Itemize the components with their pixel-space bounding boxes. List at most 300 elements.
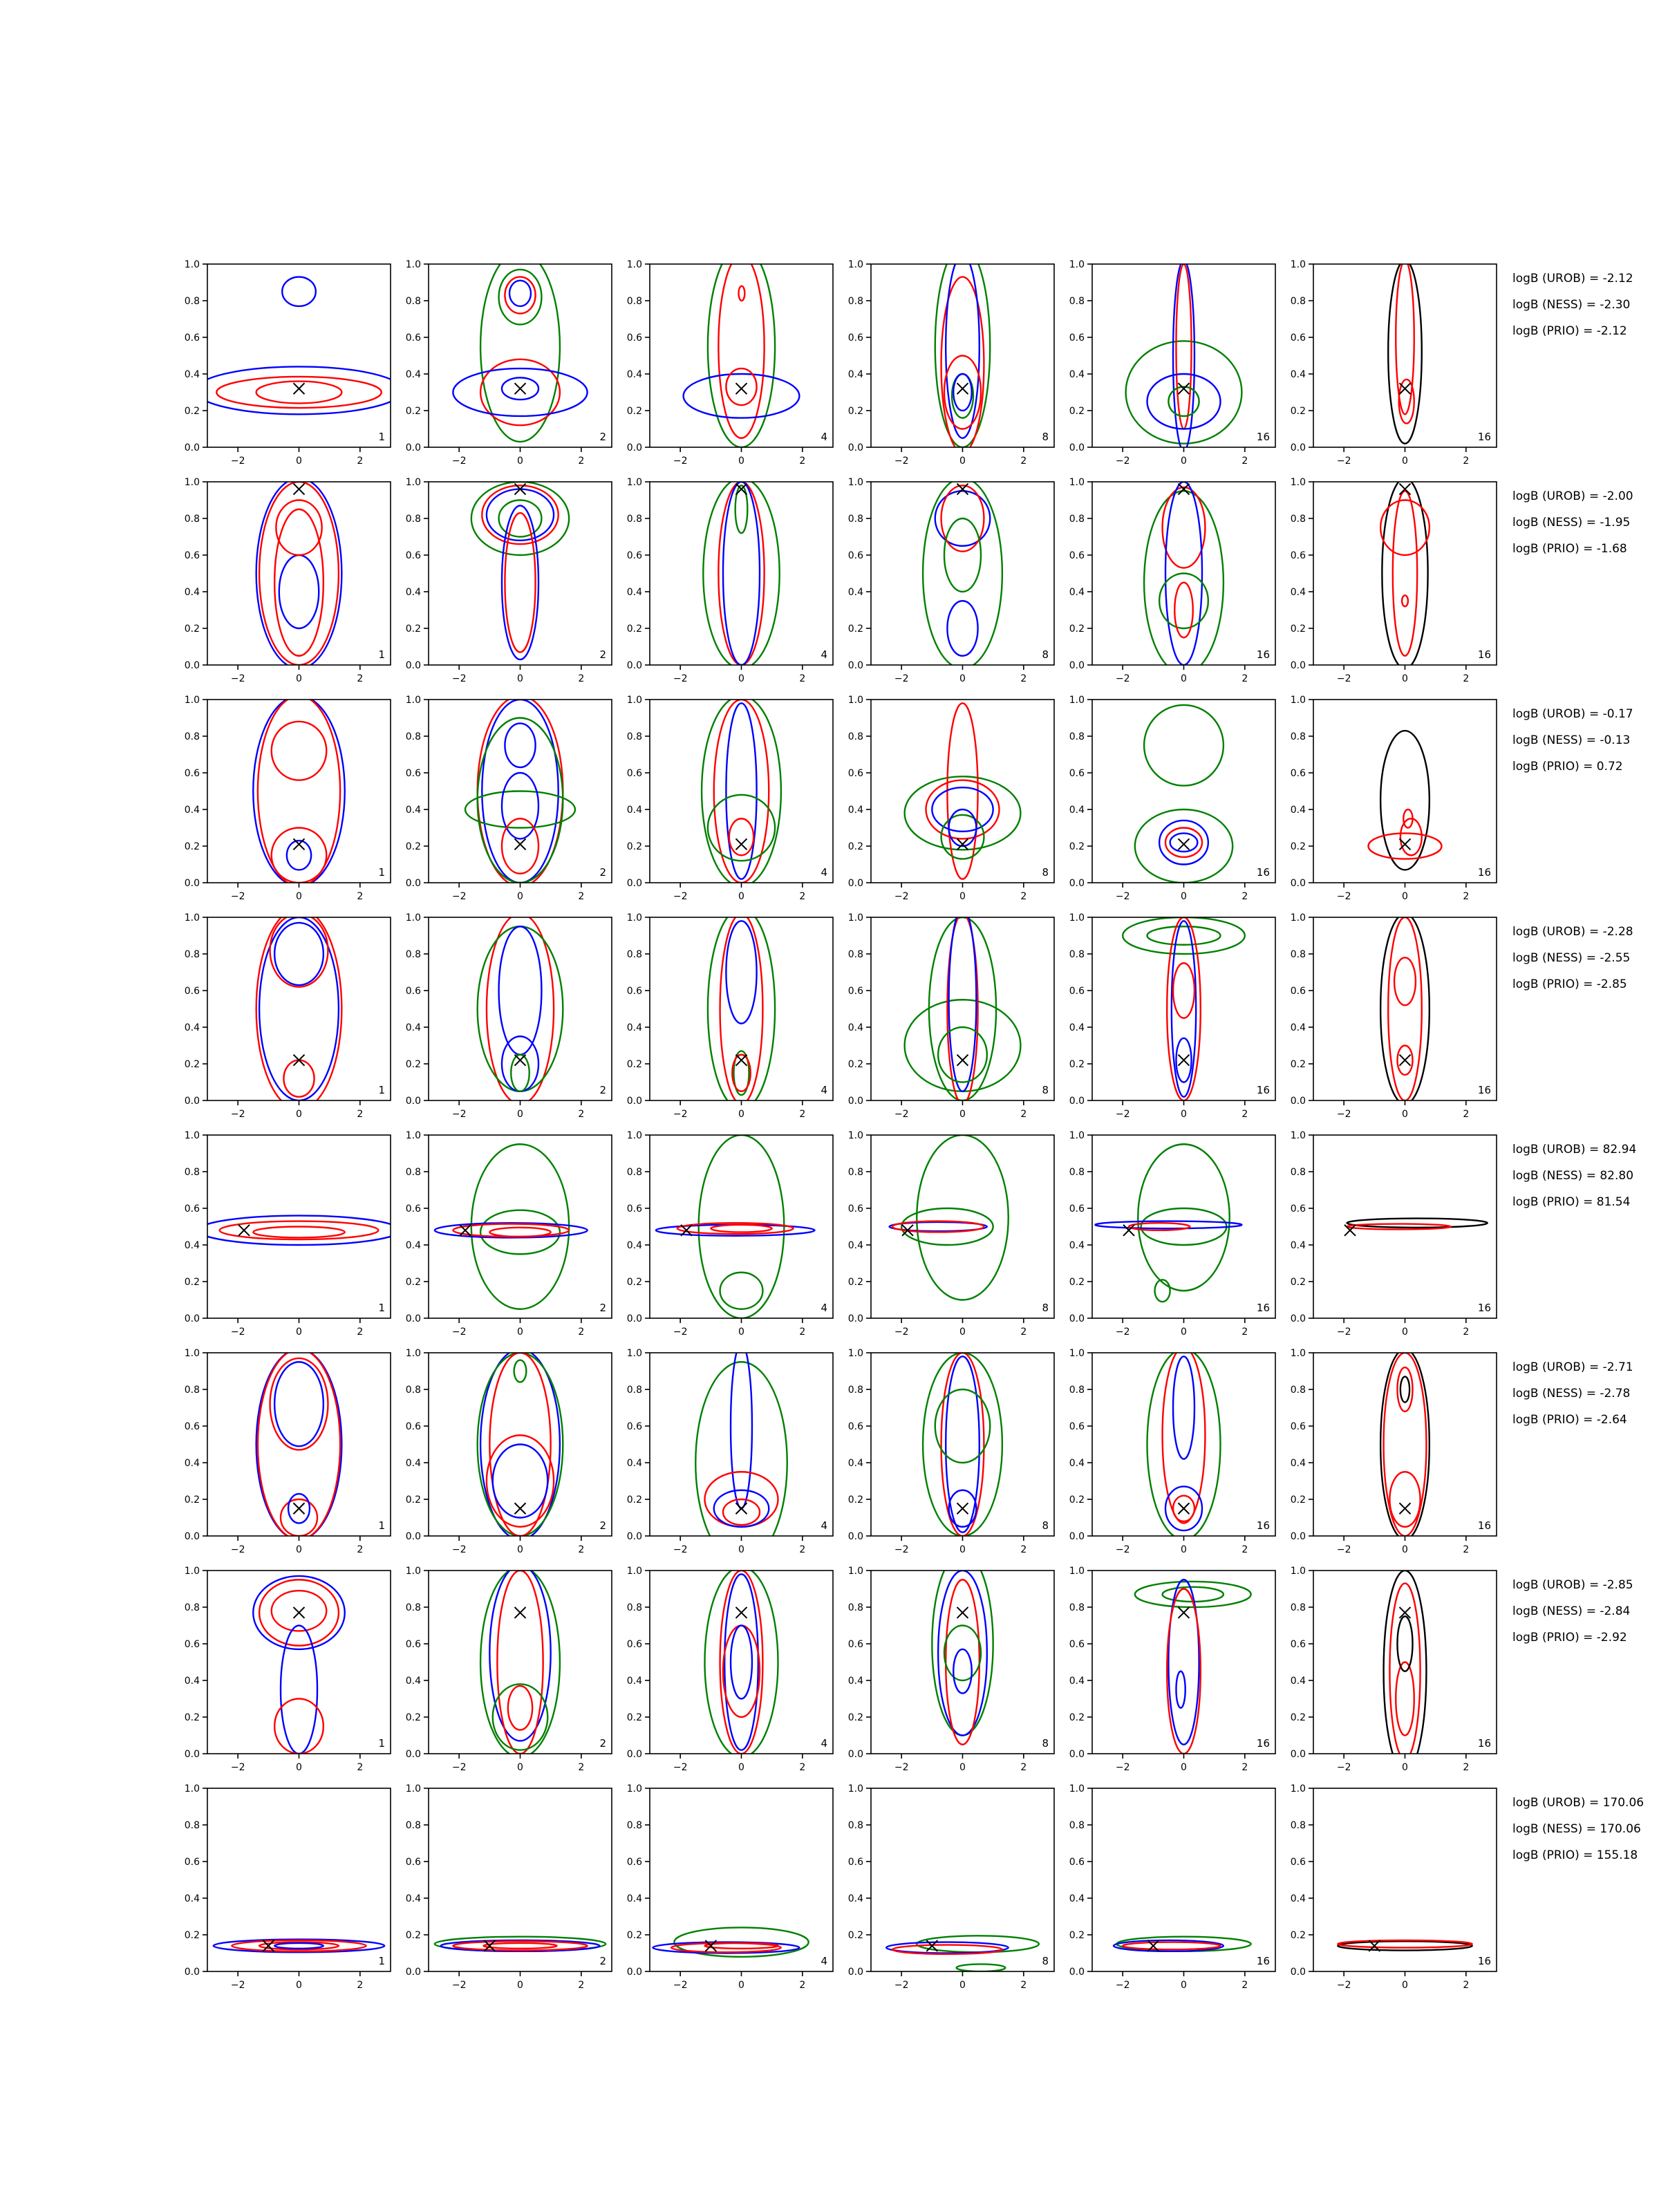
contour-group (480, 1565, 560, 1757)
x-tick-label: 2 (799, 1762, 806, 1773)
panel-r1-c5 (1069, 259, 1275, 467)
x-tick-label: −2 (1336, 1762, 1351, 1773)
x-tick-label: −2 (894, 1980, 909, 1991)
y-tick-label: 0.0 (626, 1096, 642, 1107)
y-tick-label: 1.0 (1069, 1130, 1085, 1141)
x-tick-label: 2 (1463, 673, 1470, 684)
x-tick-label: −2 (894, 891, 909, 902)
contour-group (1126, 261, 1242, 451)
contour-red (946, 1580, 980, 1745)
y-tick-label: 0.2 (1290, 1277, 1306, 1288)
y-tick-label: 1.0 (405, 912, 421, 924)
panel-r7-c2 (406, 1565, 612, 1773)
y-tick-label: 0.2 (184, 1494, 200, 1506)
panel-r5-c6 (1291, 1130, 1497, 1338)
contour-group (471, 482, 569, 659)
y-tick-label: 1.0 (847, 1566, 863, 1577)
y-tick-label: 0.8 (184, 1602, 200, 1613)
logb-label: logB (PRIO) = 0.72 (1512, 760, 1623, 774)
contour-red (729, 818, 753, 855)
contour-group (890, 1135, 1009, 1300)
y-tick-label: 1.0 (405, 477, 421, 488)
panel-label: 4 (821, 1519, 827, 1532)
y-tick-label: 0.8 (847, 1602, 863, 1613)
contour-group (214, 1940, 384, 1953)
logb-label: logB (UROB) = -2.00 (1512, 489, 1633, 503)
axis-frame (207, 917, 391, 1100)
x-tick-label: 0 (1402, 891, 1408, 902)
y-tick-label: 1.0 (405, 1783, 421, 1794)
contour-blue (198, 1216, 400, 1245)
panel-r2-c1 (185, 477, 391, 684)
contour-green (923, 478, 1002, 669)
y-tick-label: 0.0 (847, 660, 863, 671)
y-tick-label: 1.0 (847, 1130, 863, 1141)
contour-red (1396, 1662, 1414, 1736)
x-tick-label: −2 (230, 673, 245, 684)
x-tick-label: 2 (578, 673, 585, 684)
contour-blue (946, 1356, 980, 1532)
contour-red (718, 255, 764, 438)
y-tick-label: 1.0 (626, 912, 642, 924)
panel-label: 1 (378, 1302, 385, 1314)
y-tick-label: 0.6 (626, 768, 642, 779)
logb-label: logB (NESS) = -2.30 (1512, 298, 1631, 312)
panel-label: 4 (821, 1955, 827, 1967)
y-tick-label: 0.8 (1290, 731, 1306, 742)
y-tick-label: 0.0 (1069, 1749, 1085, 1760)
x-tick-label: −2 (230, 1544, 245, 1555)
y-tick-label: 0.8 (626, 514, 642, 525)
y-tick-label: 0.8 (405, 296, 421, 307)
y-tick-label: 0.4 (1290, 1676, 1306, 1687)
contour-green (465, 791, 575, 828)
contour-group (935, 246, 991, 453)
x-tick-label: 0 (738, 1327, 744, 1338)
y-tick-label: 0.4 (405, 1022, 421, 1033)
contour-blue (499, 926, 542, 1055)
y-tick-label: 1.0 (1290, 912, 1306, 924)
contour-group (1114, 1937, 1251, 1951)
x-tick-label: 0 (959, 1762, 966, 1773)
panel-label: 2 (599, 1737, 606, 1750)
x-tick-label: 0 (959, 1109, 966, 1120)
axis-frame (871, 1135, 1054, 1318)
logb-label: logB (PRIO) = -2.12 (1512, 324, 1627, 338)
panel-r7-c1 (185, 1566, 391, 1773)
x-tick-label: −2 (673, 1762, 688, 1773)
x-tick-label: −2 (451, 673, 467, 684)
y-tick-label: 1.0 (1290, 477, 1306, 488)
panel-label: 1 (378, 1519, 385, 1532)
y-tick-label: 0.6 (1290, 332, 1306, 344)
contour-blue (253, 696, 345, 887)
contour-red (253, 1227, 345, 1238)
y-tick-label: 0.0 (1290, 1096, 1306, 1107)
x-tick-label: 2 (578, 1762, 585, 1773)
y-tick-label: 0.4 (405, 1893, 421, 1904)
contour-group (256, 478, 342, 669)
panel-r2-c5 (1069, 477, 1275, 684)
x-tick-label: 2 (799, 673, 806, 684)
contour-red (283, 1060, 314, 1097)
panel-label: 8 (1042, 1302, 1049, 1314)
panel-label: 2 (599, 866, 606, 879)
y-tick-label: 0.0 (405, 1531, 421, 1542)
panel-label: 16 (1256, 866, 1270, 879)
y-tick-label: 1.0 (405, 695, 421, 706)
y-tick-label: 0.0 (626, 660, 642, 671)
panel-r5-c4 (848, 1130, 1054, 1338)
y-tick-label: 0.6 (184, 550, 200, 561)
contour-red (1396, 261, 1414, 415)
x-tick-label: 2 (799, 1980, 806, 1991)
y-tick-label: 0.4 (1069, 805, 1085, 816)
contour-group (905, 703, 1021, 879)
panel-label: 1 (378, 431, 385, 443)
x-tick-label: −2 (1336, 673, 1351, 684)
axis-frame (429, 917, 612, 1100)
y-tick-label: 0.8 (1069, 949, 1085, 960)
contour-blue (279, 555, 319, 628)
panel-r5-c1 (185, 1130, 400, 1338)
y-tick-label: 0.8 (405, 731, 421, 742)
panel-r7-c3 (627, 1566, 833, 1773)
y-tick-label: 0.6 (405, 1639, 421, 1650)
contour-red (1165, 828, 1202, 857)
panel-label: 1 (378, 1084, 385, 1096)
y-tick-label: 1.0 (626, 1566, 642, 1577)
y-tick-label: 0.6 (847, 986, 863, 997)
contour-group (253, 1576, 345, 1754)
contour-black (1380, 1349, 1430, 1540)
y-tick-label: 0.0 (1069, 878, 1085, 889)
x-tick-label: 0 (517, 673, 523, 684)
panel-r4-c6 (1291, 912, 1497, 1120)
y-tick-label: 0.6 (405, 550, 421, 561)
y-tick-label: 0.2 (1290, 1494, 1306, 1506)
panel-r8-c2 (406, 1783, 612, 1991)
panel-label: 4 (821, 866, 827, 879)
y-tick-label: 0.0 (184, 1749, 200, 1760)
x-tick-label: 0 (959, 891, 966, 902)
y-tick-label: 0.4 (405, 369, 421, 380)
y-tick-label: 0.8 (184, 731, 200, 742)
y-tick-label: 1.0 (405, 1348, 421, 1359)
panel-label: 4 (821, 1302, 827, 1314)
y-tick-label: 0.6 (1069, 1857, 1085, 1868)
x-tick-label: −2 (1336, 456, 1351, 467)
y-tick-label: 0.4 (1069, 1893, 1085, 1904)
y-tick-label: 0.2 (1290, 1930, 1306, 1941)
y-tick-label: 0.2 (626, 1930, 642, 1941)
x-tick-label: −2 (230, 1762, 245, 1773)
contour-red (489, 1228, 550, 1237)
y-tick-label: 0.6 (847, 1203, 863, 1215)
panel-label: 2 (599, 1302, 606, 1314)
logb-label: logB (UROB) = -2.12 (1512, 272, 1633, 285)
y-tick-label: 0.4 (626, 1022, 642, 1033)
y-tick-label: 0.8 (184, 514, 200, 525)
y-tick-label: 0.8 (1290, 1602, 1306, 1613)
y-tick-label: 0.2 (847, 1059, 863, 1070)
y-tick-label: 0.0 (1290, 442, 1306, 453)
axis-frame (1313, 917, 1497, 1100)
logb-label: logB (PRIO) = -2.64 (1512, 1413, 1627, 1427)
y-tick-label: 1.0 (405, 1130, 421, 1141)
y-tick-label: 1.0 (1290, 259, 1306, 270)
y-tick-label: 0.4 (847, 1676, 863, 1687)
contour-red (1389, 1472, 1420, 1527)
x-tick-label: −2 (451, 1327, 467, 1338)
contour-group (695, 1344, 787, 1564)
logb-label: logB (PRIO) = -1.68 (1512, 542, 1627, 556)
panel-r6-c3 (627, 1344, 833, 1564)
panel-r2-c3 (627, 477, 833, 684)
contour-blue (502, 505, 538, 659)
x-tick-label: 0 (1181, 1327, 1187, 1338)
y-tick-label: 0.0 (626, 1749, 642, 1760)
y-tick-label: 0.4 (184, 369, 200, 380)
x-tick-label: −2 (1115, 891, 1130, 902)
y-tick-label: 1.0 (847, 912, 863, 924)
y-tick-label: 0.6 (1069, 1203, 1085, 1215)
x-tick-label: −2 (1115, 673, 1130, 684)
y-tick-label: 0.0 (1069, 1531, 1085, 1542)
x-tick-label: −2 (894, 1544, 909, 1555)
contour-red (720, 1571, 763, 1754)
x-tick-label: 2 (1020, 1980, 1027, 1991)
x-tick-label: 0 (738, 456, 744, 467)
y-tick-label: 0.0 (626, 878, 642, 889)
contour-group (1095, 1144, 1241, 1302)
y-tick-label: 1.0 (626, 1130, 642, 1141)
x-tick-label: 2 (799, 1544, 806, 1555)
y-tick-label: 0.6 (184, 332, 200, 344)
contour-red (1176, 264, 1191, 429)
contour-red (1380, 500, 1430, 556)
panel-label: 2 (599, 1955, 606, 1967)
y-tick-label: 0.8 (1069, 296, 1085, 307)
x-tick-label: 2 (357, 1544, 364, 1555)
x-tick-label: 0 (1181, 1980, 1187, 1991)
contour-blue (724, 1574, 758, 1750)
x-tick-label: −2 (1115, 1109, 1130, 1120)
y-tick-label: 0.4 (626, 1893, 642, 1904)
y-tick-label: 0.0 (1290, 1313, 1306, 1324)
y-tick-label: 1.0 (184, 912, 200, 924)
x-tick-label: 2 (1463, 1544, 1470, 1555)
y-tick-label: 1.0 (1069, 695, 1085, 706)
x-tick-label: 0 (296, 891, 302, 902)
y-tick-label: 0.0 (1069, 660, 1085, 671)
contour-red (1394, 957, 1416, 1005)
y-tick-label: 0.8 (847, 296, 863, 307)
panel-r2-c2 (406, 477, 612, 684)
contour-black (1388, 261, 1422, 444)
y-tick-label: 0.2 (626, 406, 642, 417)
y-tick-label: 0.0 (847, 878, 863, 889)
contour-blue (274, 923, 324, 985)
y-tick-label: 0.2 (405, 406, 421, 417)
panel-r8-c6 (1291, 1783, 1497, 1991)
y-tick-label: 0.2 (1069, 1712, 1085, 1723)
x-tick-label: 0 (296, 1327, 302, 1338)
contour-blue (274, 1362, 324, 1446)
y-tick-label: 0.8 (405, 1385, 421, 1396)
y-tick-label: 0.8 (184, 1167, 200, 1178)
panel-label: 2 (599, 431, 606, 443)
panel-label: 16 (1477, 1302, 1491, 1314)
contour-black (1380, 731, 1430, 870)
x-tick-label: 2 (799, 456, 806, 467)
y-tick-label: 0.2 (184, 624, 200, 635)
contour-black (1400, 1376, 1409, 1402)
y-tick-label: 0.2 (1290, 624, 1306, 635)
contour-blue (502, 1036, 538, 1091)
panel-r6-c6 (1291, 1348, 1497, 1555)
contour-green (708, 795, 775, 861)
contour-group (1384, 1571, 1427, 1772)
x-tick-label: −2 (894, 456, 909, 467)
panel-label: 16 (1477, 431, 1491, 443)
y-tick-label: 0.6 (184, 986, 200, 997)
axis-frame (429, 482, 612, 665)
panel-r1-c1 (185, 259, 403, 467)
contour-group (1380, 478, 1430, 669)
panel-label: 1 (378, 648, 385, 661)
y-tick-label: 1.0 (626, 1783, 642, 1794)
panel-r4-c1 (185, 908, 391, 1120)
x-tick-label: −2 (230, 456, 245, 467)
contour-red (482, 485, 558, 544)
panel-label: 16 (1256, 1737, 1270, 1750)
y-tick-label: 0.8 (626, 1385, 642, 1396)
x-tick-label: 2 (1241, 1762, 1248, 1773)
y-tick-label: 0.2 (1069, 1059, 1085, 1070)
y-tick-label: 0.2 (184, 406, 200, 417)
y-tick-label: 0.0 (1290, 660, 1306, 671)
y-tick-label: 0.6 (847, 768, 863, 779)
panel-r3-c2 (406, 695, 612, 902)
panel-label: 16 (1256, 1519, 1270, 1532)
axis-frame (650, 482, 833, 665)
panel-label: 1 (378, 866, 385, 879)
contour-group (1144, 482, 1224, 674)
y-tick-label: 0.8 (626, 296, 642, 307)
contour-red (497, 1571, 543, 1754)
y-tick-label: 0.4 (1290, 1022, 1306, 1033)
contour-blue (435, 1223, 588, 1237)
x-tick-label: 2 (1241, 891, 1248, 902)
y-tick-label: 1.0 (1069, 912, 1085, 924)
y-tick-label: 0.4 (626, 1676, 642, 1687)
y-tick-label: 0.0 (405, 1967, 421, 1978)
y-tick-label: 0.4 (847, 1893, 863, 1904)
y-tick-label: 0.4 (626, 1240, 642, 1251)
contour-green (938, 1027, 987, 1082)
contour-group (708, 908, 775, 1110)
contour-group (923, 478, 1002, 669)
y-tick-label: 0.6 (184, 1639, 200, 1650)
contour-red (1173, 963, 1194, 1018)
logb-label: logB (NESS) = 170.06 (1512, 1822, 1641, 1836)
x-tick-label: 2 (1020, 1762, 1027, 1773)
logb-label: logB (UROB) = 170.06 (1512, 1796, 1644, 1810)
x-tick-label: −2 (894, 1762, 909, 1773)
contour-red (270, 914, 328, 987)
contour-green (944, 518, 981, 592)
contour-group (465, 696, 575, 887)
x-tick-label: 2 (357, 456, 364, 467)
y-tick-label: 0.0 (847, 1313, 863, 1324)
axis-frame (1092, 700, 1275, 883)
y-tick-label: 0.4 (1069, 1458, 1085, 1469)
y-tick-label: 1.0 (1069, 1566, 1085, 1577)
y-tick-label: 0.2 (847, 841, 863, 852)
x-tick-label: 2 (357, 891, 364, 902)
y-tick-label: 0.2 (847, 406, 863, 417)
x-tick-label: 2 (357, 1762, 364, 1773)
y-tick-label: 0.4 (405, 1240, 421, 1251)
contour-green (514, 1360, 527, 1382)
y-tick-label: 1.0 (1069, 477, 1085, 488)
panel-label: 4 (821, 431, 827, 443)
y-tick-label: 0.6 (405, 332, 421, 344)
contour-blue (256, 478, 342, 669)
contour-group (253, 696, 345, 887)
panel-r1-c6 (1291, 259, 1497, 467)
contour-red (1402, 595, 1408, 606)
y-tick-label: 0.6 (405, 1857, 421, 1868)
y-tick-label: 0.8 (1069, 1602, 1085, 1613)
panel-label: 16 (1256, 1302, 1270, 1314)
y-tick-label: 0.4 (847, 1458, 863, 1469)
x-tick-label: 0 (1402, 1544, 1408, 1555)
y-tick-label: 0.4 (1290, 369, 1306, 380)
y-tick-label: 0.4 (1069, 1676, 1085, 1687)
y-tick-label: 0.4 (1290, 1458, 1306, 1469)
contour-blue (726, 921, 756, 1023)
x-tick-label: −2 (1336, 1980, 1351, 1991)
y-tick-label: 1.0 (184, 1783, 200, 1794)
y-tick-label: 0.8 (1069, 731, 1085, 742)
x-tick-label: −2 (451, 1544, 467, 1555)
contour-green (901, 1208, 993, 1245)
y-tick-label: 0.0 (1069, 442, 1085, 453)
panel-label: 8 (1042, 431, 1049, 443)
contour-blue (723, 482, 760, 665)
y-tick-label: 0.0 (184, 442, 200, 453)
axis-frame (1092, 264, 1275, 447)
y-tick-label: 0.8 (405, 514, 421, 525)
panel-r5-c3 (627, 1130, 833, 1338)
contour-blue (1170, 833, 1198, 852)
y-tick-label: 0.2 (847, 1712, 863, 1723)
y-tick-label: 0.2 (847, 1494, 863, 1506)
y-tick-label: 0.0 (847, 1749, 863, 1760)
y-tick-label: 0.8 (1290, 296, 1306, 307)
y-tick-label: 1.0 (1290, 1130, 1306, 1141)
panel-label: 16 (1256, 648, 1270, 661)
panel-label: 16 (1477, 1084, 1491, 1096)
y-tick-label: 0.2 (405, 1930, 421, 1941)
y-tick-label: 0.6 (184, 1857, 200, 1868)
logb-label: logB (UROB) = -2.85 (1512, 1578, 1633, 1592)
x-tick-label: −2 (673, 1109, 688, 1120)
contour-blue (731, 1626, 752, 1699)
contour-red (505, 513, 535, 652)
